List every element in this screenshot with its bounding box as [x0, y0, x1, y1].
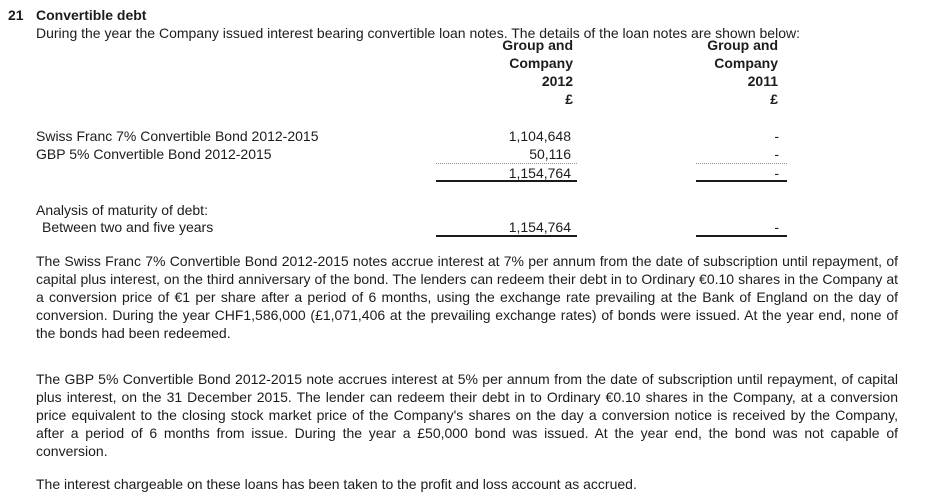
column-header-2011 [658, 36, 778, 108]
maturity-cell-2011: - [696, 218, 787, 237]
column-header-line: Group and [707, 37, 778, 53]
column-header-line: £ [565, 91, 573, 107]
intro-text: During the year the Company issued interest bearing convertible loan notes. The details of the loan notes are shown below: [36, 25, 800, 41]
table-cell-2012: 1,104,648 [508, 128, 571, 144]
maturity-row-label: Between two and five years [42, 219, 214, 235]
table-total-2011: - [696, 164, 787, 182]
maturity-cell-2012: 1,154,764 [436, 218, 577, 237]
table-cell-2012: 50,116 [436, 145, 577, 164]
note-title: Convertible debt [36, 7, 147, 23]
maturity-heading: Analysis of maturity of debt: [36, 202, 208, 218]
table-row-label: GBP 5% Convertible Bond 2012-2015 [36, 146, 272, 162]
paragraph-gbp-bond: The GBP 5% Convertible Bond 2012-2015 note accrues interest at 5% per annum from the date of subscription until repayment, of capital plus interest, on the 31 December 2015. The lender can redeem their debt in to Ordinary €0.10 shares in the Company, at a conversion price equivalent to the closing stock market price of the Company's shares on the day a conversion notice is received by the Company, after a period of 6 months from issue. During the year a £50,000 bond was issued. At the year end, the bond was not capable of conversion. [36, 371, 898, 459]
paragraph-interest-charge: The interest chargeable on these loans has been taken to the profit and loss account as accrued. [36, 476, 637, 492]
column-header-line: Company [714, 55, 778, 71]
column-header-line: 2012 [541, 73, 573, 89]
paragraph-swiss-bond: The Swiss Franc 7% Convertible Bond 2012-2015 notes accrue interest at 7% per annum from the date of subscription until repayment, of capital plus interest, on the third anniversary of the bond. The lenders can redeem their debt in to Ordinary €0.10 shares in the Company at a conversion price of €1 per share after a period of 6 months, using the exchange rate prevailing at the Bank of England on the day of conversion. During the year CHF1,586,000 (£1,071,406 at the prevailing exchange rates) of bonds were issued. At the year end, none of the bonds had been redeemed. [36, 253, 898, 341]
column-header-line: Group and [502, 37, 573, 53]
table-total-2012: 1,154,764 [436, 164, 577, 182]
table-row-label: Swiss Franc 7% Convertible Bond 2012-2015 [36, 128, 319, 144]
note-number: 21 [8, 7, 24, 23]
column-header-line: Company [509, 55, 573, 71]
table-cell-2011: - [774, 128, 779, 144]
column-header-line: £ [770, 91, 778, 107]
table-cell-2011: - [696, 145, 787, 164]
column-header-2012 [436, 36, 573, 108]
column-header-line: 2011 [747, 73, 778, 89]
